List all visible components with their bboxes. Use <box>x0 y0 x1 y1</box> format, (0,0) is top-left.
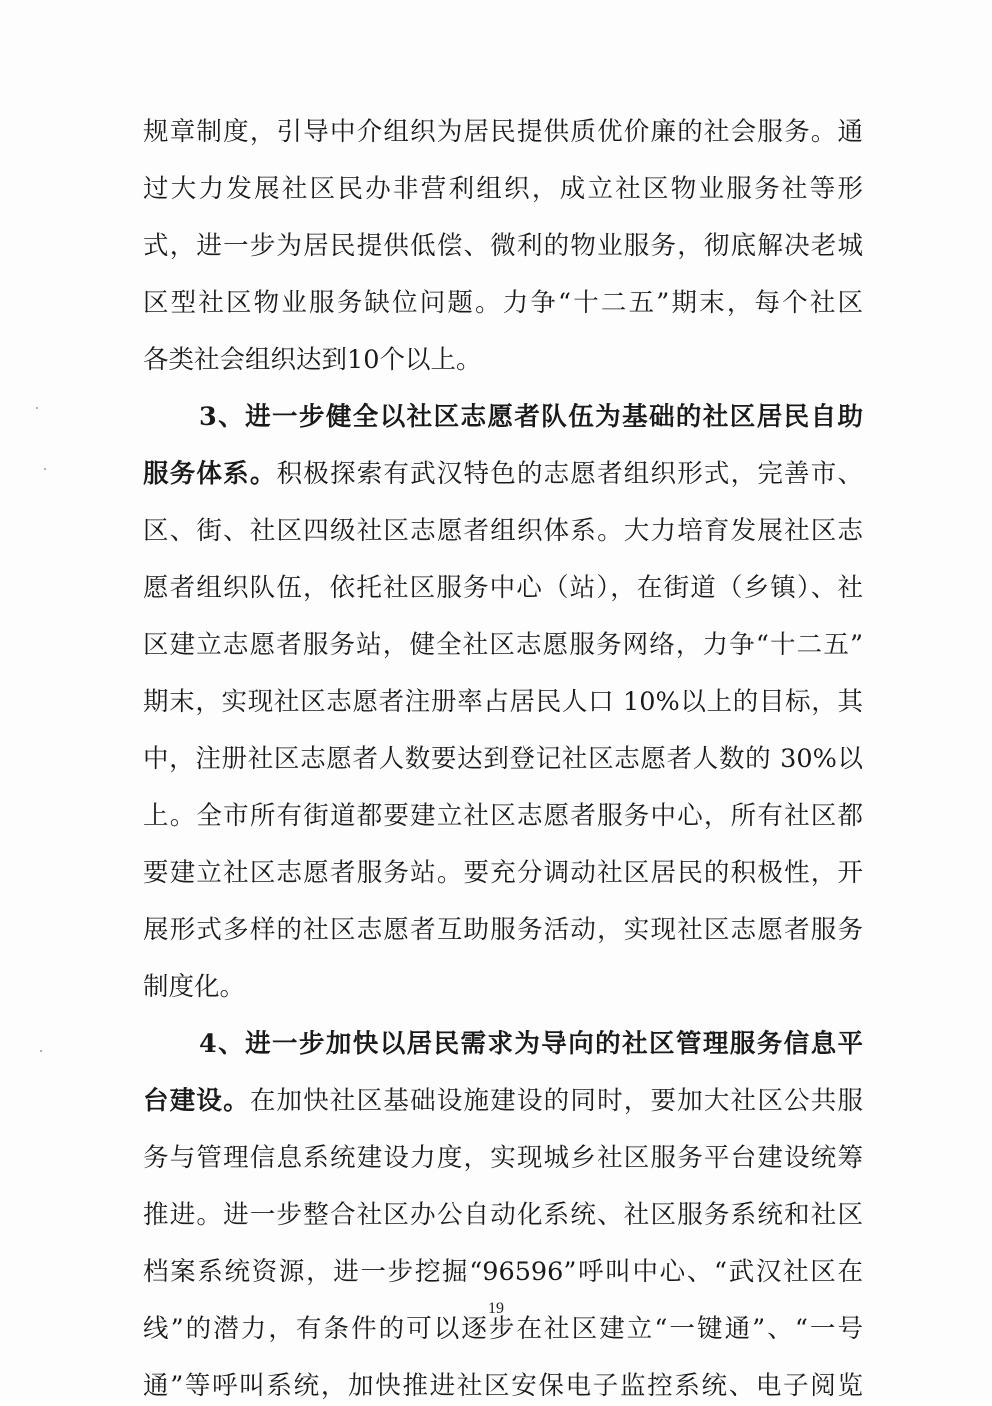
text-line: 务与管理信息系统建设力度，实现城乡社区服务平台建设统筹 <box>143 1143 863 1173</box>
text-line: 通”等呼叫系统，加快推进社区安保电子监控系统、电子阅览 <box>143 1371 863 1401</box>
section-3-heading-end: 服务体系。 <box>143 459 277 489</box>
text-line: 中，注册社区志愿者人数要达到登记社区志愿者人数的 30%以 <box>143 744 863 774</box>
text-line: 区、街、社区四级社区志愿者组织体系。大力培育发展社区志 <box>143 516 863 546</box>
text-line <box>143 1081 863 1121</box>
text-span: 在加快社区基础设施建设的同时，要加大社区公共服 <box>249 1086 863 1116</box>
text-line: 展形式多样的社区志愿者互助服务活动，实现社区志愿者服务 <box>143 915 863 945</box>
text-line: 推进。进一步整合社区办公自动化系统、社区服务系统和社区 <box>143 1200 863 1230</box>
text-line: 各类社会组织达到10个以上。 <box>143 345 482 375</box>
text-line: 愿者组织队伍，依托社区服务中心（站），在街道（乡镇）、社 <box>143 573 863 603</box>
section-4-heading-end: 台建设。 <box>143 1086 250 1116</box>
section-3-heading: 3、进一步健全以社区志愿者队伍为基础的社区居民自助 <box>199 402 863 432</box>
scan-speck <box>40 1050 42 1052</box>
text-line: 线”的潜力，有条件的可以逐步在社区建立“一键通”、“一号 <box>143 1314 863 1344</box>
text-line: 上。全市所有街道都要建立社区志愿者服务中心，所有社区都 <box>143 801 863 831</box>
text-line: 制度化。 <box>143 972 246 1002</box>
text-line: 区建立志愿者服务站，健全社区志愿服务网络，力争“十二五” <box>143 630 863 660</box>
scan-speck <box>36 407 38 409</box>
text-span: 积极探索有武汉特色的志愿者组织形式，完善市、 <box>276 459 863 489</box>
text-line: 档案系统资源，进一步挖掘“96596”呼叫中心、“武汉社区在 <box>143 1257 863 1287</box>
text-line: 区型社区物业服务缺位问题。力争“十二五”期末，每个社区 <box>143 288 863 318</box>
text-line: 期末，实现社区志愿者注册率占居民人口 10%以上的目标，其 <box>143 687 863 717</box>
text-line: 要建立社区志愿者服务站。要充分调动社区居民的积极性，开 <box>143 858 863 888</box>
text-line: 过大力发展社区民办非营利组织，成立社区物业服务社等形 <box>143 174 863 204</box>
text-line <box>143 454 863 494</box>
section-4-heading: 4、进一步加快以居民需求为导向的社区管理服务信息平 <box>199 1029 863 1059</box>
text-line: 规章制度，引导中介组织为居民提供质优价廉的社会服务。通 <box>143 117 863 147</box>
scan-speck <box>44 468 46 470</box>
text-line: 式，进一步为居民提供低偿、微利的物业服务，彻底解决老城 <box>143 231 863 261</box>
page-number: 19 <box>488 1300 504 1317</box>
